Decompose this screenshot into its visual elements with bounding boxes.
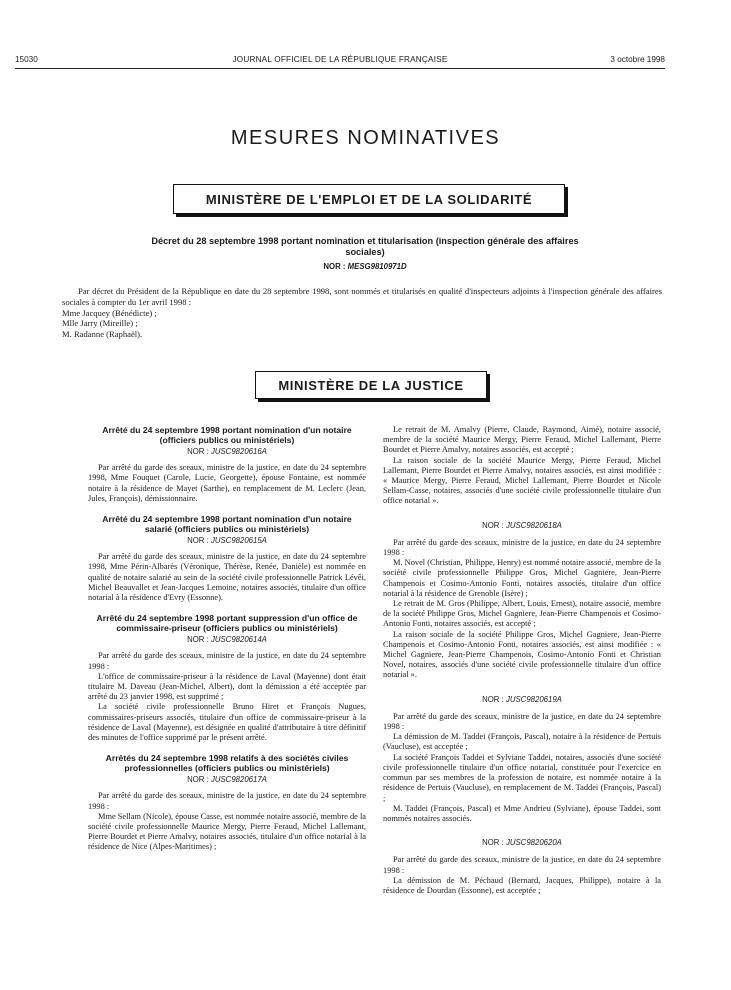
article-paragraph: Par arrêté du garde des sceaux, ministre de la justice, en date du 24 septembre 1998 : [88, 651, 366, 671]
nor-label: NOR : [187, 775, 209, 785]
ministry-justice-box [255, 371, 487, 399]
article-paragraph: L'office de commissaire-priseur à la résidence de Laval (Mayenne) dont était titulaire M. Daveau (Jean-Michel, Albert), dont la démission a été acceptée par arrêté du 23 janvier 1998, est supprimé ; [88, 671, 366, 702]
decree-block [150, 236, 580, 272]
article-nor [88, 536, 366, 546]
nor-label: NOR : [323, 262, 346, 271]
article-nor [383, 695, 661, 705]
appointee-name: M. Radanne (Raphaël). [62, 329, 143, 340]
article-continuation [383, 425, 661, 507]
nor-code: MESG9810971D [347, 262, 407, 271]
decree-paragraph: Par décret du Président de la République en date du 28 septembre 1998, sont nommés et titularisés en qualité d'inspecteurs adjoints à l'inspection générale des affaires sociales à compter du 1er avril 1998 : [62, 286, 662, 307]
article-paragraph: La démission de M. Taddei (François, Pascal), notaire à la résidence de Pertuis (Vaucluse), est acceptée ; [383, 732, 661, 752]
appointee-name: Mme Jacquey (Bénédicte) ; [62, 307, 157, 318]
article-paragraph: Par arrêté du garde des sceaux, ministre de la justice, en date du 24 septembre 1998 : [383, 855, 661, 875]
article-title: Arrêté du 24 septembre 1998 portant suppression d'un office de commissaire-priseur (officiers publics ou ministériels) [96, 613, 358, 634]
article-paragraph: Par arrêté du garde des sceaux, ministre de la justice, en date du 24 septembre 1998, Mme Fouquet (Carole, Lucie, Georgette), épouse Fontaine, est nommée notaire à la résidence de Mayet (Sarthe), en remplacement de M. Leclerc (Jean, Jules, François), démissionnaire. [88, 463, 366, 503]
nor-code: JUSC9820618A [505, 520, 562, 530]
article-paragraph: M. Novel (Christian, Philippe, Henry) est nommé notaire associé, membre de la société civile professionnelle Philippe Gros, Michel Gagniere, Jean-Pierre Champenois et Cosimo-Antonio Fonti, notaires associés, titulaire d'un office notarial à la résidence de Grenoble (Isère) ; [383, 558, 661, 598]
article [383, 695, 661, 824]
nor-label: NOR : [187, 447, 209, 456]
nor-code: JUSC9820620A [505, 838, 562, 848]
article-paragraph: Par arrêté du garde des sceaux, ministre de la justice, en date du 24 septembre 1998 : [88, 791, 366, 811]
appointee-name: Mlle Jarry (Mireille) ; [62, 318, 138, 329]
article-paragraph: Le retrait de M. Amalvy (Pierre, Claude, Raymond, Aimé), notaire associé, membre de la société Maurice Mergy, Pierre Feraud, Michel Lallemant, Pierre Bourdet et Pierre Amalvy, notaires associés, est accepté ; [383, 425, 661, 455]
article-paragraph: La société civile professionnelle Bruno Hiret et François Nugues, commissaires-priseurs associés, titulaire d'un office de commissaire-priseur à la résidence de Laval (Mayenne), est désignée en qualité d'attributaire à titre définitif des minutes de l'office supprimé par le présent arrêté. [88, 702, 366, 743]
article-paragraph: M. Taddei (François, Pascal) et Mme Andrieu (Sylviane), épouse Taddei, sont nommés notaires associés. [383, 803, 661, 823]
nor-label: NOR : [482, 838, 504, 848]
article-nor [88, 775, 366, 785]
article [383, 838, 661, 896]
article-title: Arrêté du 24 septembre 1998 portant nomination d'un notaire (officiers publics ou ministériels) [102, 425, 352, 445]
article-paragraph: Par arrêté du garde des sceaux, ministre de la justice, en date du 24 septembre 1998, Mme Périn-Albarès (Véronique, Thérèse, Renée, Danièle) est nommée en qualité de notaire salarié au sein de la société civile professionnelle Patrick Lévêi, Michel Beauvallet et Jean-Jacques Lemoine, notaires associés, titulaire d'un office notarial à la résidence d'Evry (Essonne). [88, 552, 366, 603]
nor-label: NOR : [187, 536, 209, 546]
right-column [383, 425, 661, 906]
article-paragraph: Par arrêté du garde des sceaux, ministre de la justice, en date du 24 septembre 1998 : [383, 711, 661, 732]
nor-code: JUSC9820619A [505, 694, 562, 704]
article [88, 514, 366, 603]
article-title: Arrêté du 24 septembre 1998 portant nomination d'un notaire salarié (officiers publics ou ministériels) [102, 514, 352, 535]
article-nor [88, 635, 366, 645]
article [88, 753, 366, 852]
nor-label: NOR : [482, 694, 504, 704]
main-title: MESURES NOMINATIVES [230, 127, 501, 149]
decree-title: Décret du 28 septembre 1998 portant nomination et titularisation (inspection générale des affaires sociales) [151, 236, 579, 257]
article-title: Arrêtés du 24 septembre 1998 relatifs à des sociétés civiles professionnelles (officiers publics ou ministériels) [105, 753, 349, 774]
article-paragraph: La société François Taddei et Sylviane Taddei, notaires, associés d'une société civile professionnelle titulaire d'un office notarial, constituée pour l'exercice en commun par ses membres de la profession de notaire, est nommée notaire à la résidence de Pertuis (Vaucluse), en remplacement de M. Taddei (François, Pascal) ; [383, 752, 661, 803]
article-paragraph: Le retrait de M. Gros (Philippe, Albert, Louis, Ernest), notaire associé, membre de la société Philippe Gros, Michel Gagniere, Jean-Pierre Champenois et Cosimo-Antonio Fonti, notaires associés, est accepté ; [383, 599, 661, 629]
nor-code: JUSC9820616A [210, 447, 267, 456]
article-paragraph: La raison sociale de la société Maurice Mergy, Pierre Feraud, Michel Lallemant, Pierre Bourdet et Pierre Amalvy, notaires associés, est ainsi modifiée : « Maurice Mergy, Pierre Feraud, Michel Lallemant, Pierre Bourdet et Nicole Sellam-Casse, notaires, associés d'une société civile professionnelle titulaire d'un office notarial ». [383, 455, 661, 506]
page-number: 15030 [15, 55, 38, 64]
article [383, 521, 661, 681]
nor-code: JUSC9820614A [210, 635, 267, 645]
ministry-emploi-name: MINISTÈRE DE L'EMPLOI ET DE LA SOLIDARITÉ [205, 191, 533, 207]
publication-date: 3 octobre 1998 [610, 55, 665, 64]
article-nor [383, 838, 661, 848]
nor-label: NOR : [482, 520, 504, 530]
nor-code: JUSC9820617A [210, 775, 267, 785]
decree-body [62, 286, 662, 340]
journal-title: JOURNAL OFFICIEL DE LA RÉPUBLIQUE FRANÇAISE [232, 55, 448, 64]
article-paragraph: La démission de M. Péchaud (Bernard, Jacques, Philippe), notaire à la résidence de Dourdan (Essonne), est acceptée ; [383, 875, 661, 895]
left-column [88, 425, 366, 863]
decree-nor [150, 261, 580, 272]
nor-label: NOR : [187, 635, 209, 645]
article-paragraph: Par arrêté du garde des sceaux, ministre de la justice, en date du 24 septembre 1998 : [383, 537, 661, 558]
header-rule [15, 68, 665, 69]
article-nor [383, 521, 661, 531]
nor-code: JUSC9820615A [210, 536, 267, 546]
page-header [15, 55, 665, 69]
article-paragraph: Mme Sellam (Nicole), épouse Casse, est nommée notaire associé, membre de la société civile professionnelle Maurice Mergy, Pierre Feraud, Michel Lallemant, Pierre Bourdet et Pierre Amalvy, notaires associés, titulaire d'un office notarial à la résidence de Nice (Alpes-Maritimes) ; [88, 811, 366, 852]
article [88, 613, 366, 743]
ministry-emploi-box [173, 184, 565, 214]
article [88, 425, 366, 504]
ministry-justice-name: MINISTÈRE DE LA JUSTICE [278, 377, 464, 393]
article-paragraph: La raison sociale de la société Philippe Gros, Michel Gagniere, Jean-Pierre Champenois et Cosimo-Antonio Fonti, notaires associés, est ainsi modifiée : « Michel Gagniere, Jean-Pierre Champenois, Cosimo-Antonio Fonti et Christian Novel, notaires, associés d'une société civile professionnelle titulaire d'un office notarial ». [383, 629, 661, 680]
article-nor [88, 447, 366, 457]
